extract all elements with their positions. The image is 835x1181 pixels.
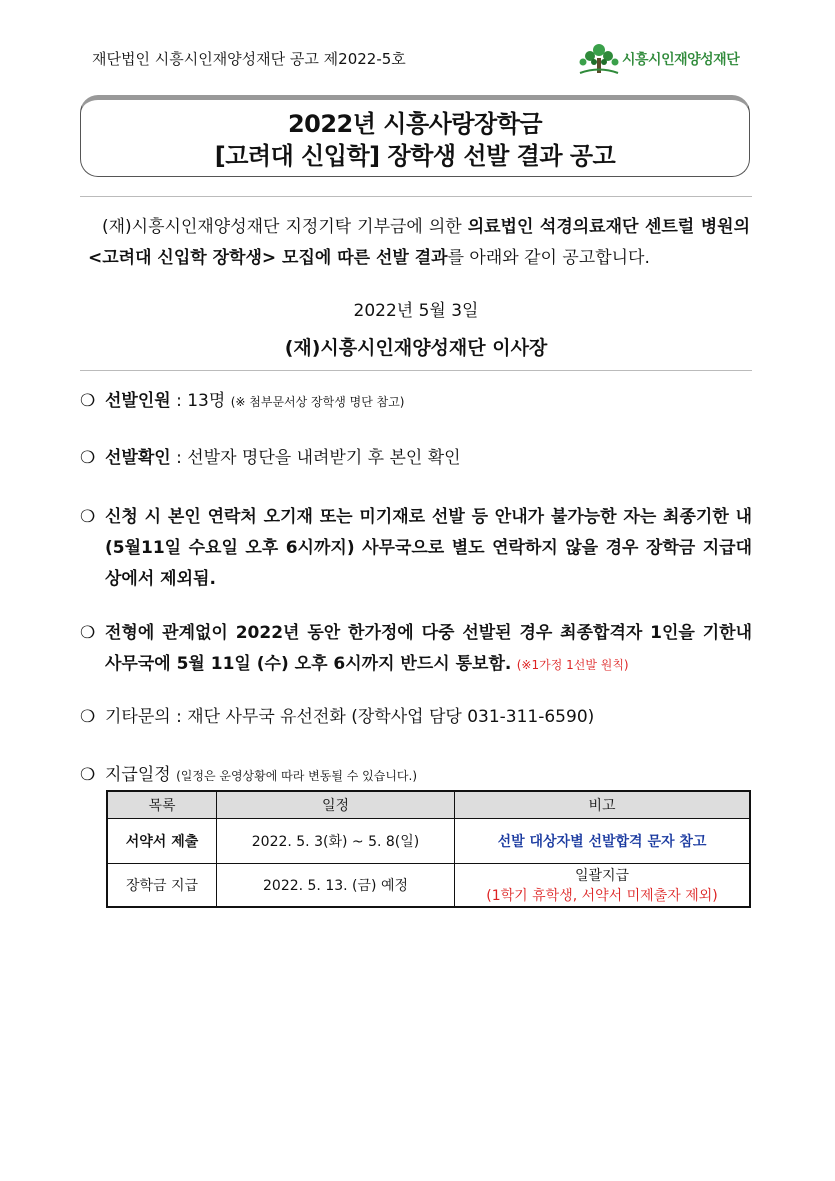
bullet-icon: ❍ — [80, 707, 96, 727]
item-duplicate — [80, 618, 752, 681]
item-inquiry — [80, 702, 752, 733]
divider-middle — [80, 370, 752, 371]
cell-schedule: 2022. 5. 13. (금) 예정 — [217, 864, 455, 908]
notice-date: 2022년 5월 3일 — [353, 301, 479, 321]
selection-count-note: (※ 첨부문서상 장학생 명단 참고) — [230, 395, 405, 409]
intro-text-bold: 의료법인 석경의료재단 센트럴 병원의 <고려대 신입학 장학생> 모집에 따른 선발 결과 — [88, 217, 750, 268]
tree-logo-icon — [578, 42, 620, 76]
item-selection-count — [80, 386, 752, 418]
schedule-table — [106, 790, 751, 908]
duplicate-note: (※1가정 1선발 원칙) — [516, 658, 629, 672]
logo-text: 시흥시인재양성재단 — [622, 52, 740, 68]
cell-item: 서약서 제출 — [107, 819, 217, 864]
title-line-1: 2022년 시흥사랑장학금 — [287, 110, 543, 138]
item-schedule — [80, 760, 752, 792]
selection-count-value: : 13명 — [170, 391, 231, 411]
intro-text-2: 를 아래와 같이 공고합니다. — [447, 248, 650, 268]
notice-number: 재단법인 시흥시인재양성재단 공고 제2022-5호 — [92, 50, 406, 68]
item-contact-error — [80, 502, 752, 595]
schedule-label: 지급일정 — [105, 765, 177, 785]
cell-remark: 선발 대상자별 선발합격 문자 참고 — [455, 819, 751, 864]
table-row — [107, 864, 750, 908]
title-box — [80, 95, 750, 177]
header-item: 목록 — [107, 791, 217, 819]
cell-remark — [455, 864, 751, 908]
header-schedule: 일정 — [217, 791, 455, 819]
bullet-icon: ❍ — [80, 623, 96, 643]
confirmation-value: : 선발자 명단을 내려받기 후 본인 확인 — [170, 448, 461, 468]
intro-text-1: (재)시흥시인재양성재단 지정기탁 기부금에 의한 — [102, 217, 468, 237]
header-remark: 비고 — [455, 791, 751, 819]
remark-main: 일괄지급 — [574, 868, 630, 884]
foundation-logo — [578, 42, 739, 76]
remark-note: (1학기 휴학생, 서약서 미제출자 제외) — [486, 888, 718, 904]
selection-count-label: 선발인원 — [105, 391, 171, 411]
bullet-icon: ❍ — [80, 448, 96, 468]
inquiry-text: 기타문의 : 재단 사무국 유선전화 (장학사업 담당 031-311-6590) — [105, 707, 595, 727]
confirmation-label: 선발확인 — [105, 448, 171, 468]
signer: (재)시흥시인재양성재단 이사장 — [284, 337, 548, 359]
bullet-icon: ❍ — [80, 391, 96, 411]
bullet-icon: ❍ — [80, 507, 96, 527]
title-line-2: [고려대 신입학] 장학생 선발 결과 공고 — [214, 142, 616, 170]
table-header-row — [107, 791, 750, 819]
cell-item: 장학금 지급 — [107, 864, 217, 908]
contact-error-text: 신청 시 본인 연락처 오기재 또는 미기재로 선발 등 안내가 불가능한 자는 최종기한 내(5월11일 수요일 오후 6시까지) 사무국으로 별도 연락하지 않을 경우 장학금 지급대상에서 제외됨. — [105, 507, 752, 589]
intro-paragraph — [88, 212, 750, 274]
schedule-note: (일정은 운영상황에 따라 변동될 수 있습니다.) — [176, 769, 418, 783]
table-row — [107, 819, 750, 864]
bullet-icon: ❍ — [80, 765, 96, 785]
cell-schedule: 2022. 5. 3(화) ~ 5. 8(일) — [217, 819, 455, 864]
divider-top — [80, 196, 752, 197]
item-confirmation — [80, 443, 752, 474]
duplicate-text: 전형에 관계없이 2022년 동안 한가정에 다중 선발된 경우 최종합격자 1인을 기한내 사무국에 5월 11일 (수) 오후 6시까지 반드시 통보함. — [105, 623, 752, 674]
